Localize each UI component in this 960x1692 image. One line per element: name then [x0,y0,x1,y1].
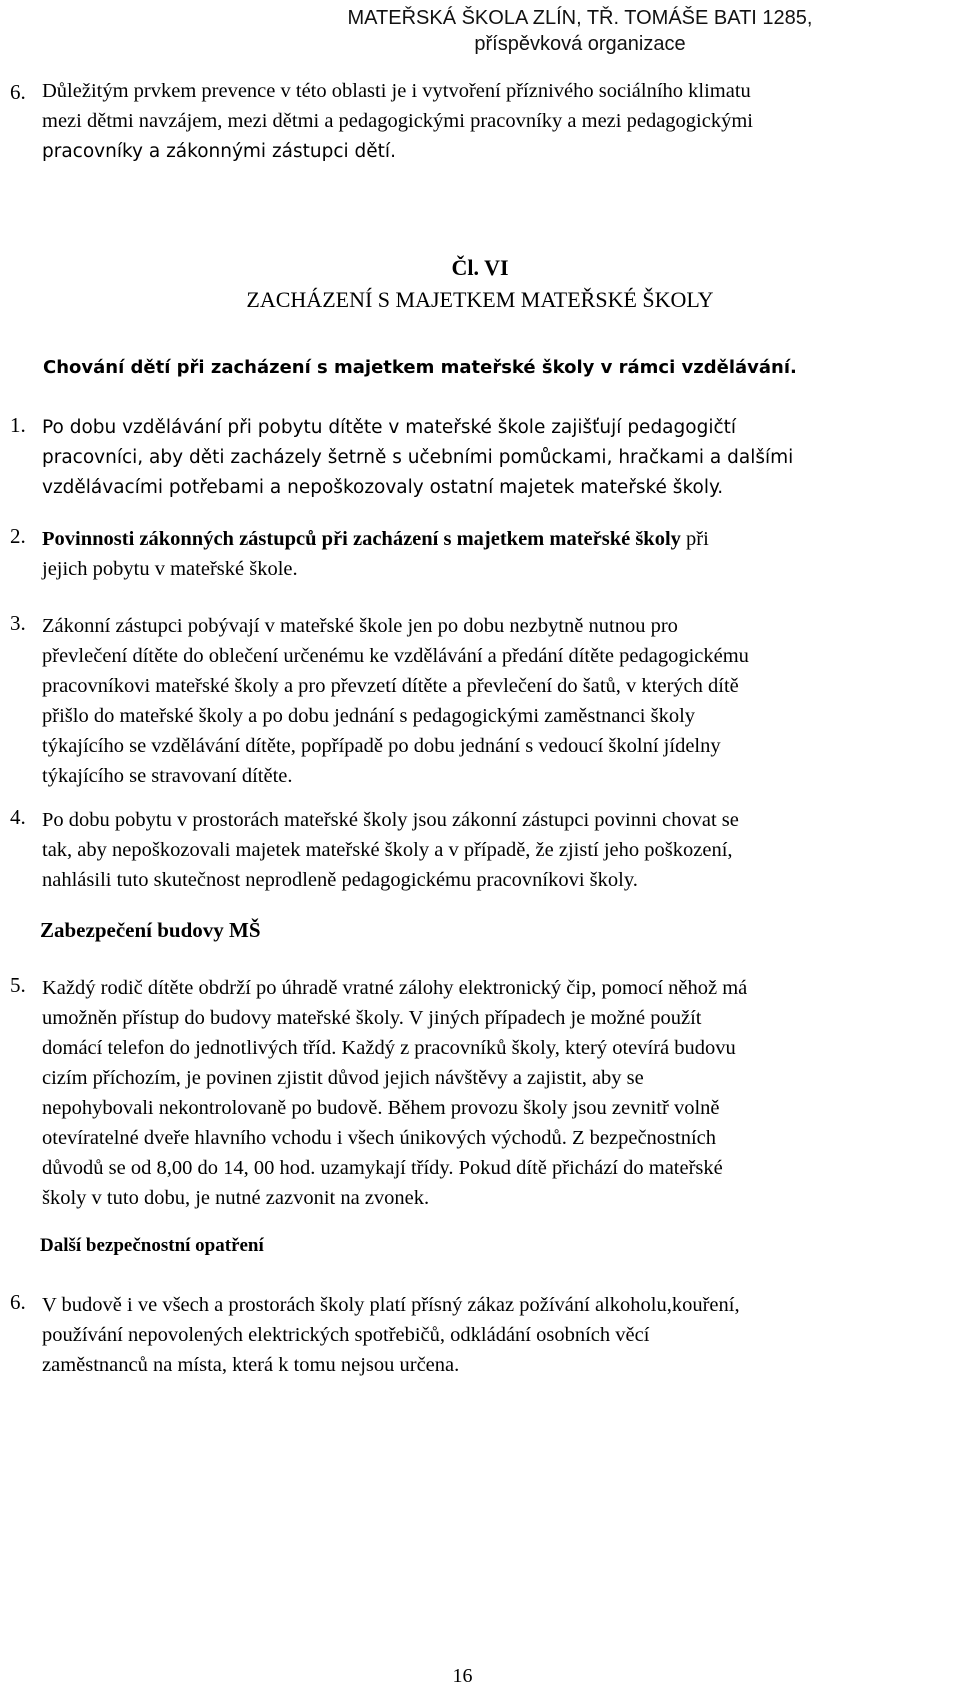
paragraph-number: 6. [10,80,26,104]
article-title: ZACHÁZENÍ S MAJETKEM MATEŘSKÉ ŠKOLY [246,287,714,312]
paragraph-line: převlečení dítěte do oblečení určenému ke vzdělávání a předání dítěte pedagogickému [42,645,749,667]
paragraph-line: otevíratelné dveře hlavního vchodu i všech únikových východů. Z bezpečnostních [42,1127,717,1149]
page-number: 16 [452,1665,473,1687]
paragraph-6-safety [10,1290,945,1385]
paragraph-line: přišlo do mateřské školy a po dobu jednání s pedagogickými zaměstnanci školy [42,705,696,727]
paragraph-line: zaměstnanců na místa, která k tomu nejsou určena. [42,1354,460,1376]
paragraph-number: 1. [10,413,26,437]
paragraph-line: nepohybovali nekontrolovaně po budově. Během provozu školy jsou zevnitř volně [42,1097,720,1119]
paragraph-line: vzdělávacími potřebami a nepoškozovaly ostatní majetek mateřské školy. [42,477,724,498]
paragraph-line: jejich pobytu v mateřské škole. [42,558,298,580]
paragraph-line [42,524,709,554]
paragraph-line: Po dobu pobytu v prostorách mateřské školy jsou zákonní zástupci povinni chovat se [42,809,739,831]
text-continuation: při [680,528,709,550]
article-number: Čl. VI [451,255,509,280]
article-subtitle: Chování dětí při zacházení s majetkem mateřské školy v rámci vzdělávání. [43,357,797,378]
paragraph-line: Zákonní zástupci pobývají v mateřské škole jen po dobu nezbytně nutnou pro [42,615,678,637]
paragraph-line: Důležitým prvkem prevence v této oblasti je i vytvoření příznivého sociálního klimatu [42,80,751,102]
paragraph-3 [10,611,945,796]
paragraph-line: V budově i ve všech a prostorách školy platí přísný zákaz požívání alkoholu,kouření, [42,1294,740,1316]
paragraph-line: umožněn přístup do budovy mateřské školy. V jiných případech je možné použít [42,1007,702,1029]
section-heading-other-measures: Další bezpečnostní opatření [40,1235,264,1256]
paragraph-line: týkajícího se vzdělávání dítěte, popřípadě po dobu jednání s vedoucí školní jídelny [42,735,721,757]
header-organization-type: příspěvková organizace [474,33,686,55]
paragraph-line: školy v tuto dobu, je nutné zazvonit na zvonek. [42,1187,430,1209]
paragraph-line: Každý rodič dítěte obdrží po úhradě vratné zálohy elektronický čip, pomocí něhož má [42,977,748,999]
paragraph-line: týkajícího se stravovaní dítěte. [42,765,293,787]
paragraph-line: pracovníkovi mateřské školy a pro převzetí dítěte a převlečení do šatů, v kterých dítě [42,675,739,697]
paragraph-line: používání nepovolených elektrických spotřebičů, odkládání osobních věcí [42,1324,650,1346]
paragraph-6-prevention [10,76,945,176]
paragraph-line: důvodů se od 8,00 do 14, 00 hod. uzamykají třídy. Pokud dítě přichází do mateřské [42,1157,723,1179]
bold-phrase: Povinnosti zákonných zástupců při zacházení s majetkem mateřské školy [42,528,681,550]
header-school-name: MATEŘSKÁ ŠKOLA ZLÍN, TŘ. TOMÁŠE BATI 1285, [347,7,813,29]
paragraph-line: pracovníci, aby děti zacházely šetrně s učebními pomůckami, hračkami a dalšími [42,447,794,468]
paragraph-5 [10,973,945,1218]
paragraph-number: 6. [10,1290,26,1314]
paragraph-number: 3. [10,611,26,635]
paragraph-4 [10,805,945,900]
paragraph-line: tak, aby nepoškozovali majetek mateřské školy a v případě, že zjistí jeho poškození, [42,839,733,861]
paragraph-line: pracovníky a zákonnými zástupci dětí. [42,141,396,162]
paragraph-1 [10,413,945,508]
paragraph-line: mezi dětmi navzájem, mezi dětmi a pedagogickými pracovníky a mezi pedagogickými [42,110,753,132]
paragraph-number: 5. [10,973,26,997]
paragraph-line: domácí telefon do jednotlivých tříd. Každý z pracovníků školy, který otevírá budovu [42,1037,736,1059]
paragraph-line: cizím příchozím, je povinen zjistit důvod jejich návštěvy a zajistit, aby se [42,1067,644,1089]
paragraph-number: 4. [10,805,26,829]
paragraph-2 [10,524,945,586]
paragraph-number: 2. [10,524,26,548]
paragraph-line: Po dobu vzdělávání při pobytu dítěte v mateřské škole zajišťují pedagogičtí [42,417,737,438]
paragraph-line: nahlásili tuto skutečnost neprodleně pedagogickému pracovníkovi školy. [42,869,638,891]
section-heading-security: Zabezpečení budovy MŠ [40,918,261,942]
